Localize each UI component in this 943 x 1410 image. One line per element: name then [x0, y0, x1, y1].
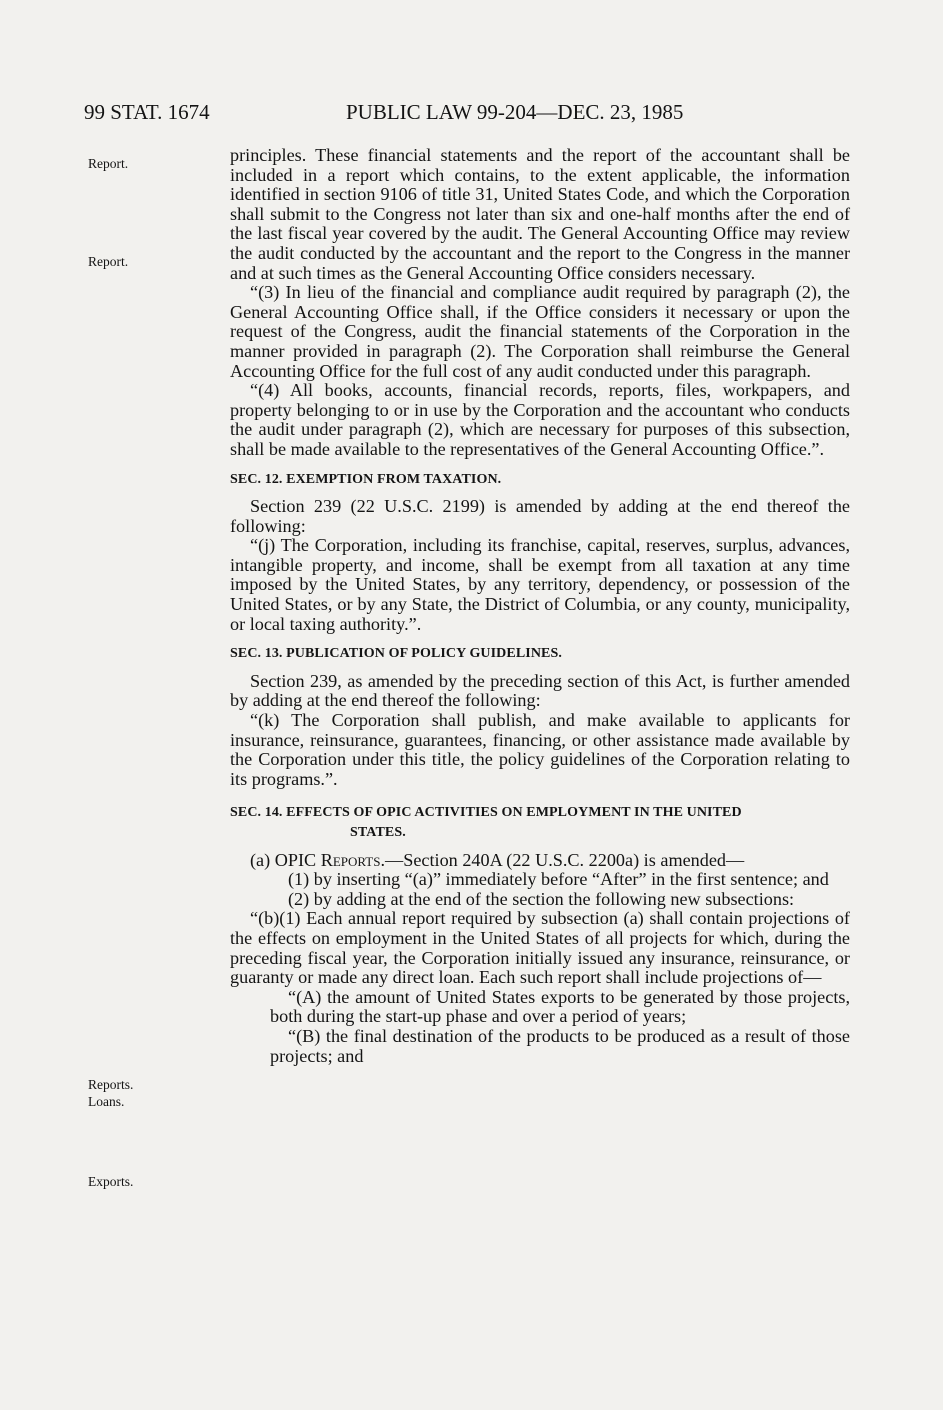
paragraph: “(j) The Corporation, including its franchise, capital, reserves, surplus, advances, intangible property, and income, shall be exempt from all taxation at any time imposed by the United States, by any territory, dependency, or possession of the United States, or by any State, the District of Columbia, or any county, municipality, or local taxing authority.”.: [230, 535, 850, 634]
paragraph: “(A) the amount of United States exports to be generated by those projects, both during the start-up phase and over a period of years;: [270, 986, 850, 1027]
paragraph: Section 239, as amended by the preceding section of this Act, is further amended by adding at the end thereof the following:: [230, 670, 850, 711]
paragraph: [230, 851, 850, 871]
paragraph: “(k) The Corporation shall publish, and make available to applicants for insurance, reinsurance, guarantees, financing, or other assistance made available by the Corporation under this title, the policy guidelines of the Corporation relating to its programs.”.: [230, 710, 850, 789]
margin-note-reports: Reports.: [88, 1077, 134, 1092]
paragraph: “(B) the final destination of the products to be produced as a result of those projects; and: [270, 1025, 850, 1066]
page-header: [84, 100, 844, 132]
margin-note-report: Report.: [88, 156, 129, 171]
subsection-label-small-caps: Reports: [320, 849, 381, 870]
margin-note-report: Report.: [88, 254, 129, 269]
section-heading: [230, 803, 850, 842]
margin-note-exports: Exports.: [88, 1174, 134, 1189]
statute-reference: 99 STAT. 1674: [84, 100, 210, 124]
subsection-label: (a) OPIC: [250, 849, 321, 870]
section-heading: SEC. 13. PUBLICATION OF POLICY GUIDELINES.: [230, 646, 562, 662]
paragraph: “(4) All books, accounts, financial records, reports, files, workpapers, and property belonging to or in use by the Corporation and the accountant who conducts the audit under paragraph (2), which are necessary for purposes of this subsection, shall be made available to the representatives of the General Accounting Office.”.: [230, 380, 850, 459]
paragraph: principles. These financial statements and the report of the accountant shall be included in a report which contains, to the extent applicable, the information identified in section 9106 of title 31, United States Code, and which the Corporation shall submit to the Congress not later than six and one-half months after the end of the last fiscal year covered by the audit. The General Accounting Office may review the audit conducted by the accountant and the report to the Congress in the manner and at such times as the General Accounting Office considers necessary.: [230, 145, 850, 283]
section-heading: SEC. 12. EXEMPTION FROM TAXATION.: [230, 471, 502, 487]
margin-note-loans: Loans.: [88, 1094, 125, 1109]
body-text: [230, 146, 850, 1066]
paragraph: (2) by adding at the end of the section the following new subsections:: [288, 888, 795, 909]
paragraph-text: .—Section 240A (22 U.S.C. 2200a) is amended—: [380, 849, 745, 870]
section-heading-continuation: STATES.: [350, 825, 406, 840]
section-heading-line: SEC. 14. EFFECTS OF OPIC ACTIVITIES ON EMPLOYMENT IN THE UNITED: [230, 805, 742, 821]
paragraph: Section 239 (22 U.S.C. 2199) is amended by adding at the end thereof the following:: [230, 496, 850, 536]
paragraph: “(3) In lieu of the financial and compliance audit required by paragraph (2), the General Accounting Office shall, if the Office considers it necessary or upon the request of the Congress, audit the financial statements of the Corporation in the manner provided in paragraph (2). The Corporation shall reimburse the General Accounting Office for the full cost of any audit conducted under this paragraph.: [230, 282, 850, 381]
public-law-reference: PUBLIC LAW 99-204—DEC. 23, 1985: [346, 100, 684, 124]
paragraph: (1) by inserting “(a)” immediately before “After” in the first sentence; and: [288, 869, 829, 890]
paragraph: “(b)(1) Each annual report required by subsection (a) shall contain projections of the effects on employment in the United States of all projects for which, during the preceding fiscal year, the Corporation initially issued any insurance, reinsurance, or guaranty or made any direct loan. Each such report shall include projections of—: [230, 908, 850, 988]
